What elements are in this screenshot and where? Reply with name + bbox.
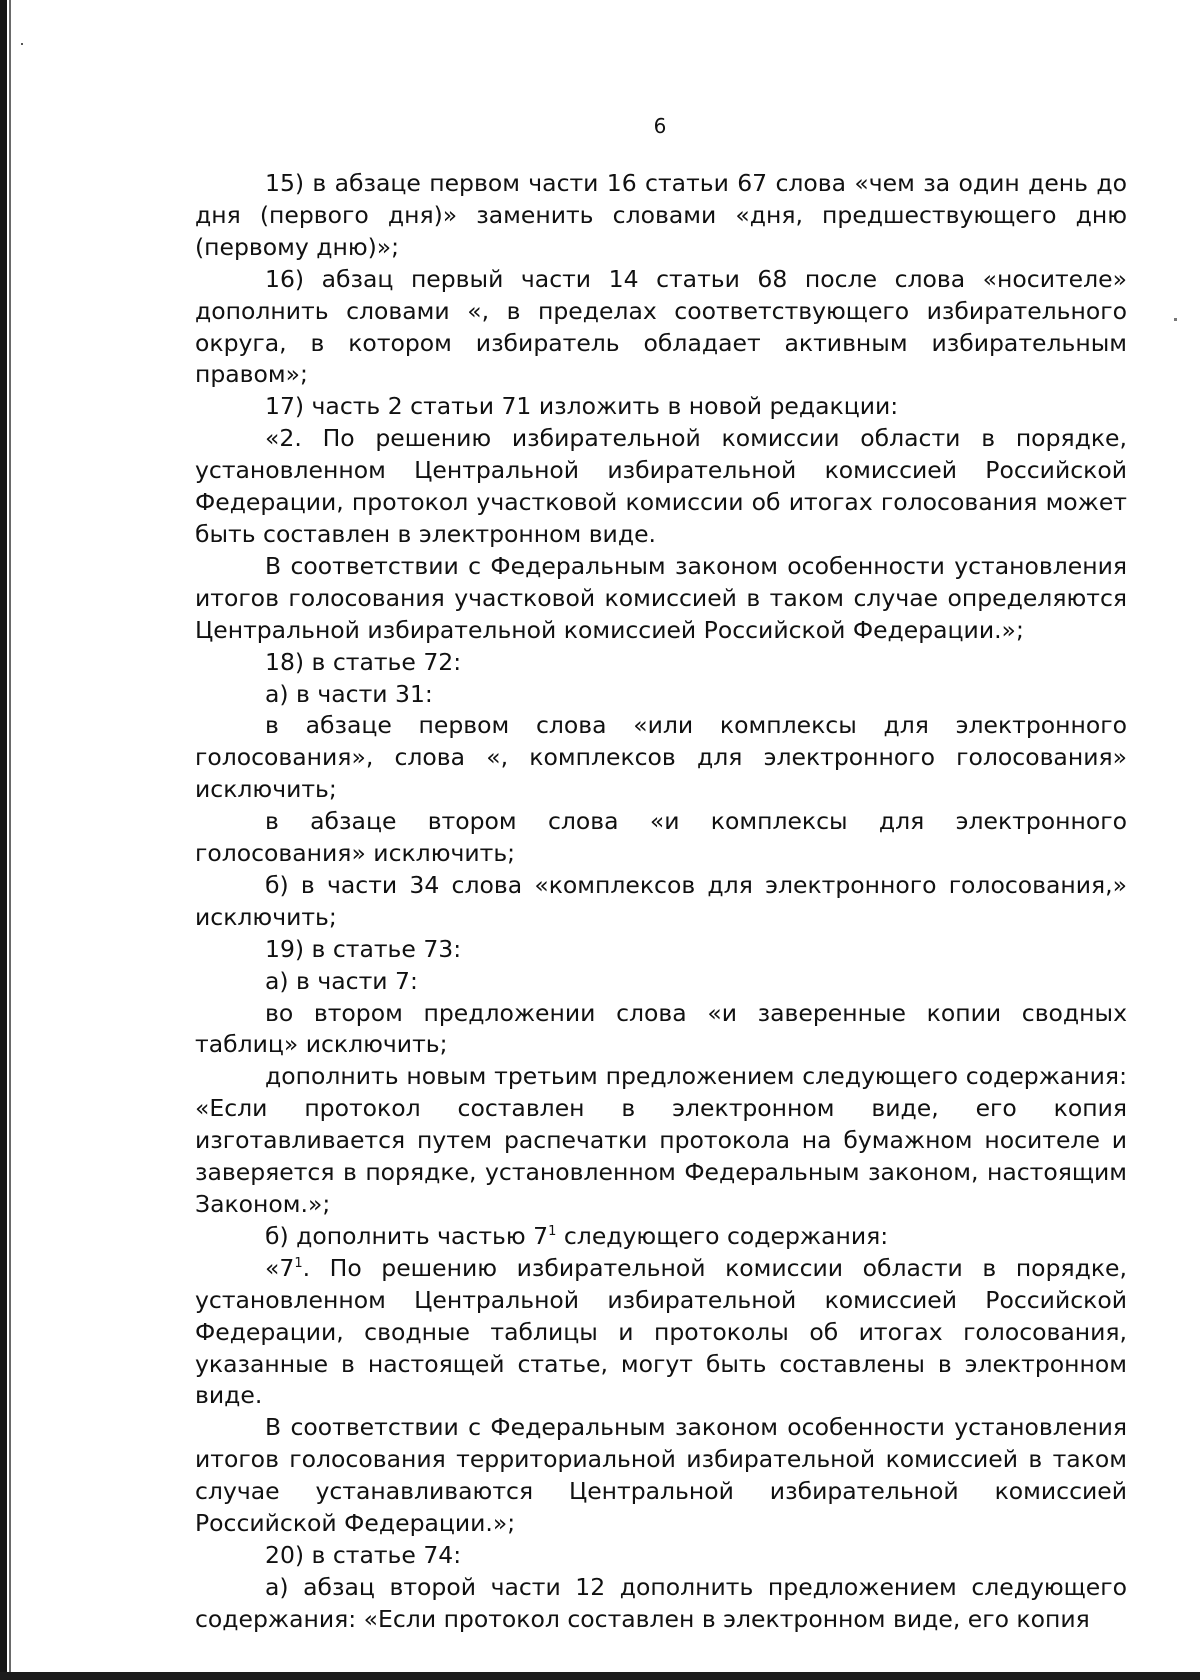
page-number: 6 [653, 114, 667, 138]
paragraph [195, 1221, 1127, 1253]
paragraph-text: . По решению избирательной комиссии области в порядке, установленном Центральной избирательной комиссией Российской Федерации, сводные таблицы и протоколы об итогах голосования, указанные в настоящей статье, могут быть составлены в электронном виде. [195, 1253, 1127, 1410]
paragraph: в абзаце втором слова «и комплексы для электронного голосования» исключить; [195, 807, 1127, 868]
scan-speck [1174, 318, 1177, 321]
scan-edge-bottom [0, 1672, 1200, 1680]
paragraph: «2. По решению избирательной комиссии области в порядке, установленном Центральной избирательной комиссией Российской Федерации, протокол участковой комиссии об итогах голосования может быть составлен в электронном виде. [195, 424, 1127, 548]
paragraph-text: «7 [265, 1253, 295, 1282]
paragraph: В соответствии с Федеральным законом особенности установления итогов голосования территориальной избирательной комиссией в таком случае устанавливаются Центральной избирательной комиссией Российской Федерации.»; [195, 1413, 1127, 1538]
paragraph: В соответствии с Федеральным законом особенности установления итогов голосования участковой комиссией в таком случае определяются Центральной избирательной комиссией Российской Федерации.»; [195, 551, 1127, 644]
paragraph-text: б) дополнить частью 7 [265, 1221, 549, 1250]
paragraph: в абзаце первом слова «или комплексы для электронного голосования», слова «, комплексов для электронного голосования» исключить; [195, 711, 1127, 804]
superscript: 1 [548, 1223, 557, 1239]
scan-edge-left [0, 0, 7, 1680]
paragraph: а) в части 31: [265, 679, 433, 708]
paragraph: б) в части 34 слова «комплексов для электронного голосования,» исключить; [195, 870, 1127, 931]
document-body [195, 168, 1127, 1636]
paragraph: 19) в статье 73: [265, 934, 462, 963]
paragraph: во втором предложении слова «и заверенные копии сводных таблиц» исключить; [195, 998, 1127, 1059]
paragraph [195, 1253, 1127, 1413]
superscript: 1 [294, 1255, 303, 1271]
paragraph: 15) в абзаце первом части 16 статьи 67 слова «чем за один день до дня (первого дня)» заменить словами «дня, предшествующего дню (первому дню)»; [195, 169, 1127, 261]
paragraph: а) в части 7: [265, 966, 418, 995]
scan-speck [21, 43, 23, 45]
scan-edge-left-inner [9, 0, 11, 1680]
paragraph: 20) в статье 74: [265, 1540, 462, 1569]
paragraph-text: следующего содержания: [556, 1221, 889, 1250]
paragraph: 17) часть 2 статьи 71 изложить в новой редакции: [265, 392, 899, 421]
paragraph: а) абзац второй части 12 дополнить предложением следующего содержания: «Если протокол составлен в электронном виде, его копия [195, 1572, 1127, 1633]
paragraph: 16) абзац первый части 14 статьи 68 после слова «носителе» дополнить словами «, в пределах соответствующего избирательного округа, в котором избиратель обладает активным избирательным правом»; [195, 264, 1127, 389]
paragraph: 18) в статье 72: [265, 647, 462, 676]
paragraph: дополнить новым третьим предложением следующего содержания: «Если протокол составлен в электронном виде, его копия изготавливается путем распечатки протокола на бумажном носителе и заверяется в порядке, установленном Федеральным законом, настоящим Законом.»; [195, 1062, 1127, 1218]
